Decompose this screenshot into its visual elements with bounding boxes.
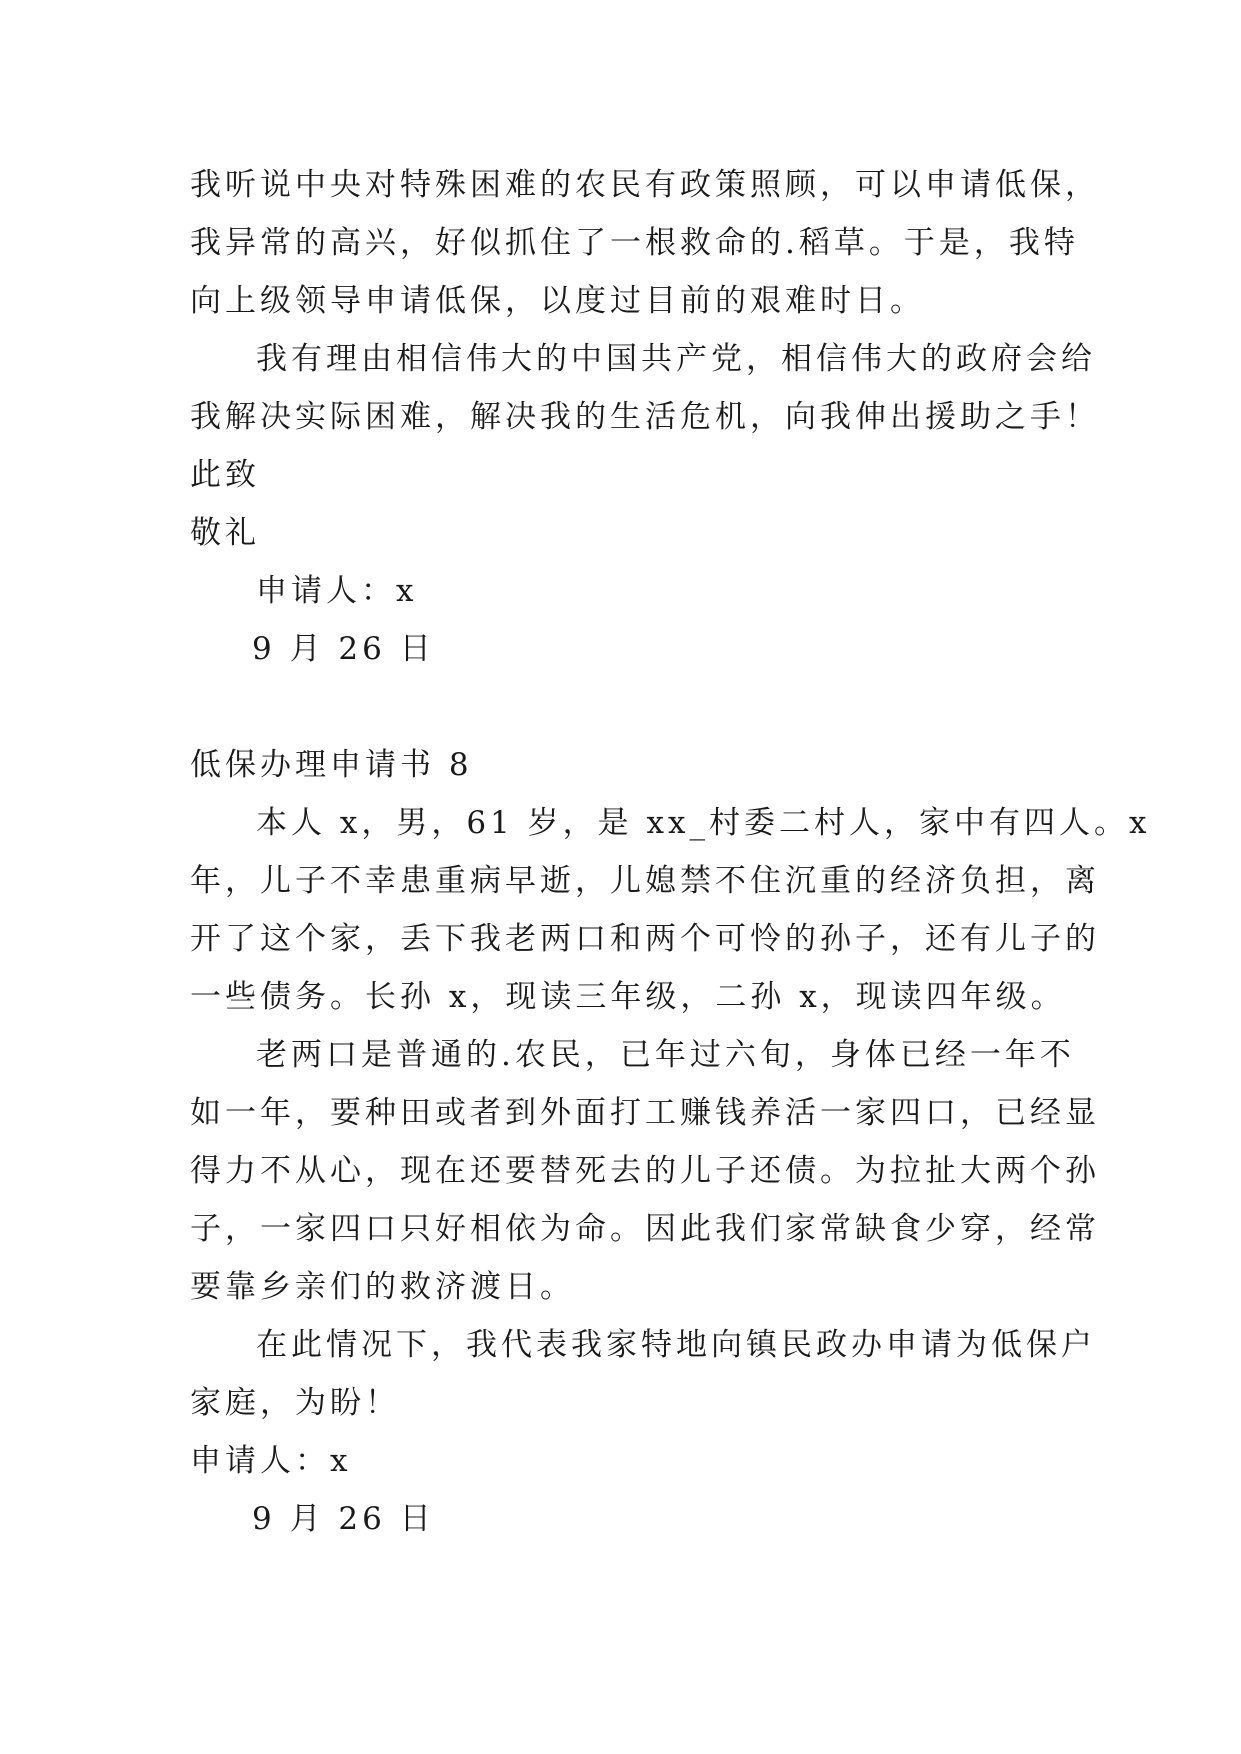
signature-date: 9 月 26 日 — [252, 1501, 435, 1537]
paragraph-line: 我有理由相信伟大的中国共产党，相信伟大的政府会给 — [256, 341, 1096, 377]
paragraph-line: 我异常的高兴，好似抓住了一根救命的.稻草。于是，我特 — [190, 225, 1079, 261]
applicant-signature: 申请人：x — [256, 573, 418, 609]
applicant-signature: 申请人：x — [190, 1443, 352, 1479]
paragraph-line: 我解决实际困难，解决我的生活危机，向我伸出援助之手！ — [190, 399, 1100, 435]
signature-date: 9 月 26 日 — [252, 631, 435, 667]
paragraph-line: 我听说中央对特殊困难的农民有政策照顾，可以申请低保， — [190, 167, 1100, 203]
paragraph-line: 子，一家四口只好相依为命。因此我们家常缺食少穿，经常 — [190, 1211, 1100, 1247]
paragraph-line: 老两口是普通的.农民，已年过六旬，身体已经一年不 — [256, 1037, 1075, 1073]
paragraph-line: 年，儿子不幸患重病早逝，儿媳禁不住沉重的经济负担，离 — [190, 863, 1100, 899]
paragraph-line: 一些债务。长孙 x，现读三年级，二孙 x，现读四年级。 — [190, 979, 1066, 1015]
paragraph-line: 要靠乡亲们的救济渡日。 — [190, 1269, 575, 1305]
paragraph-line: 开了这个家，丢下我老两口和两个可怜的孙子，还有儿子的 — [190, 921, 1100, 957]
closing-jingli: 敬礼 — [190, 515, 260, 551]
paragraph-line: 如一年，要种田或者到外面打工赚钱养活一家四口，已经显 — [190, 1095, 1100, 1131]
section-title: 低保办理申请书 8 — [190, 747, 473, 783]
paragraph-line: 在此情况下，我代表我家特地向镇民政办申请为低保户 — [256, 1327, 1096, 1363]
paragraph-line: 向上级领导申请低保，以度过目前的艰难时日。 — [190, 283, 925, 319]
paragraph-line: 得力不从心，现在还要替死去的儿子还债。为拉扯大两个孙 — [190, 1153, 1100, 1189]
paragraph-line: 本人 x，男，61 岁，是 xx_村委二村人，家中有四人。x — [256, 805, 1151, 841]
paragraph-line: 家庭，为盼！ — [190, 1385, 400, 1421]
closing-zhici: 此致 — [190, 457, 260, 493]
